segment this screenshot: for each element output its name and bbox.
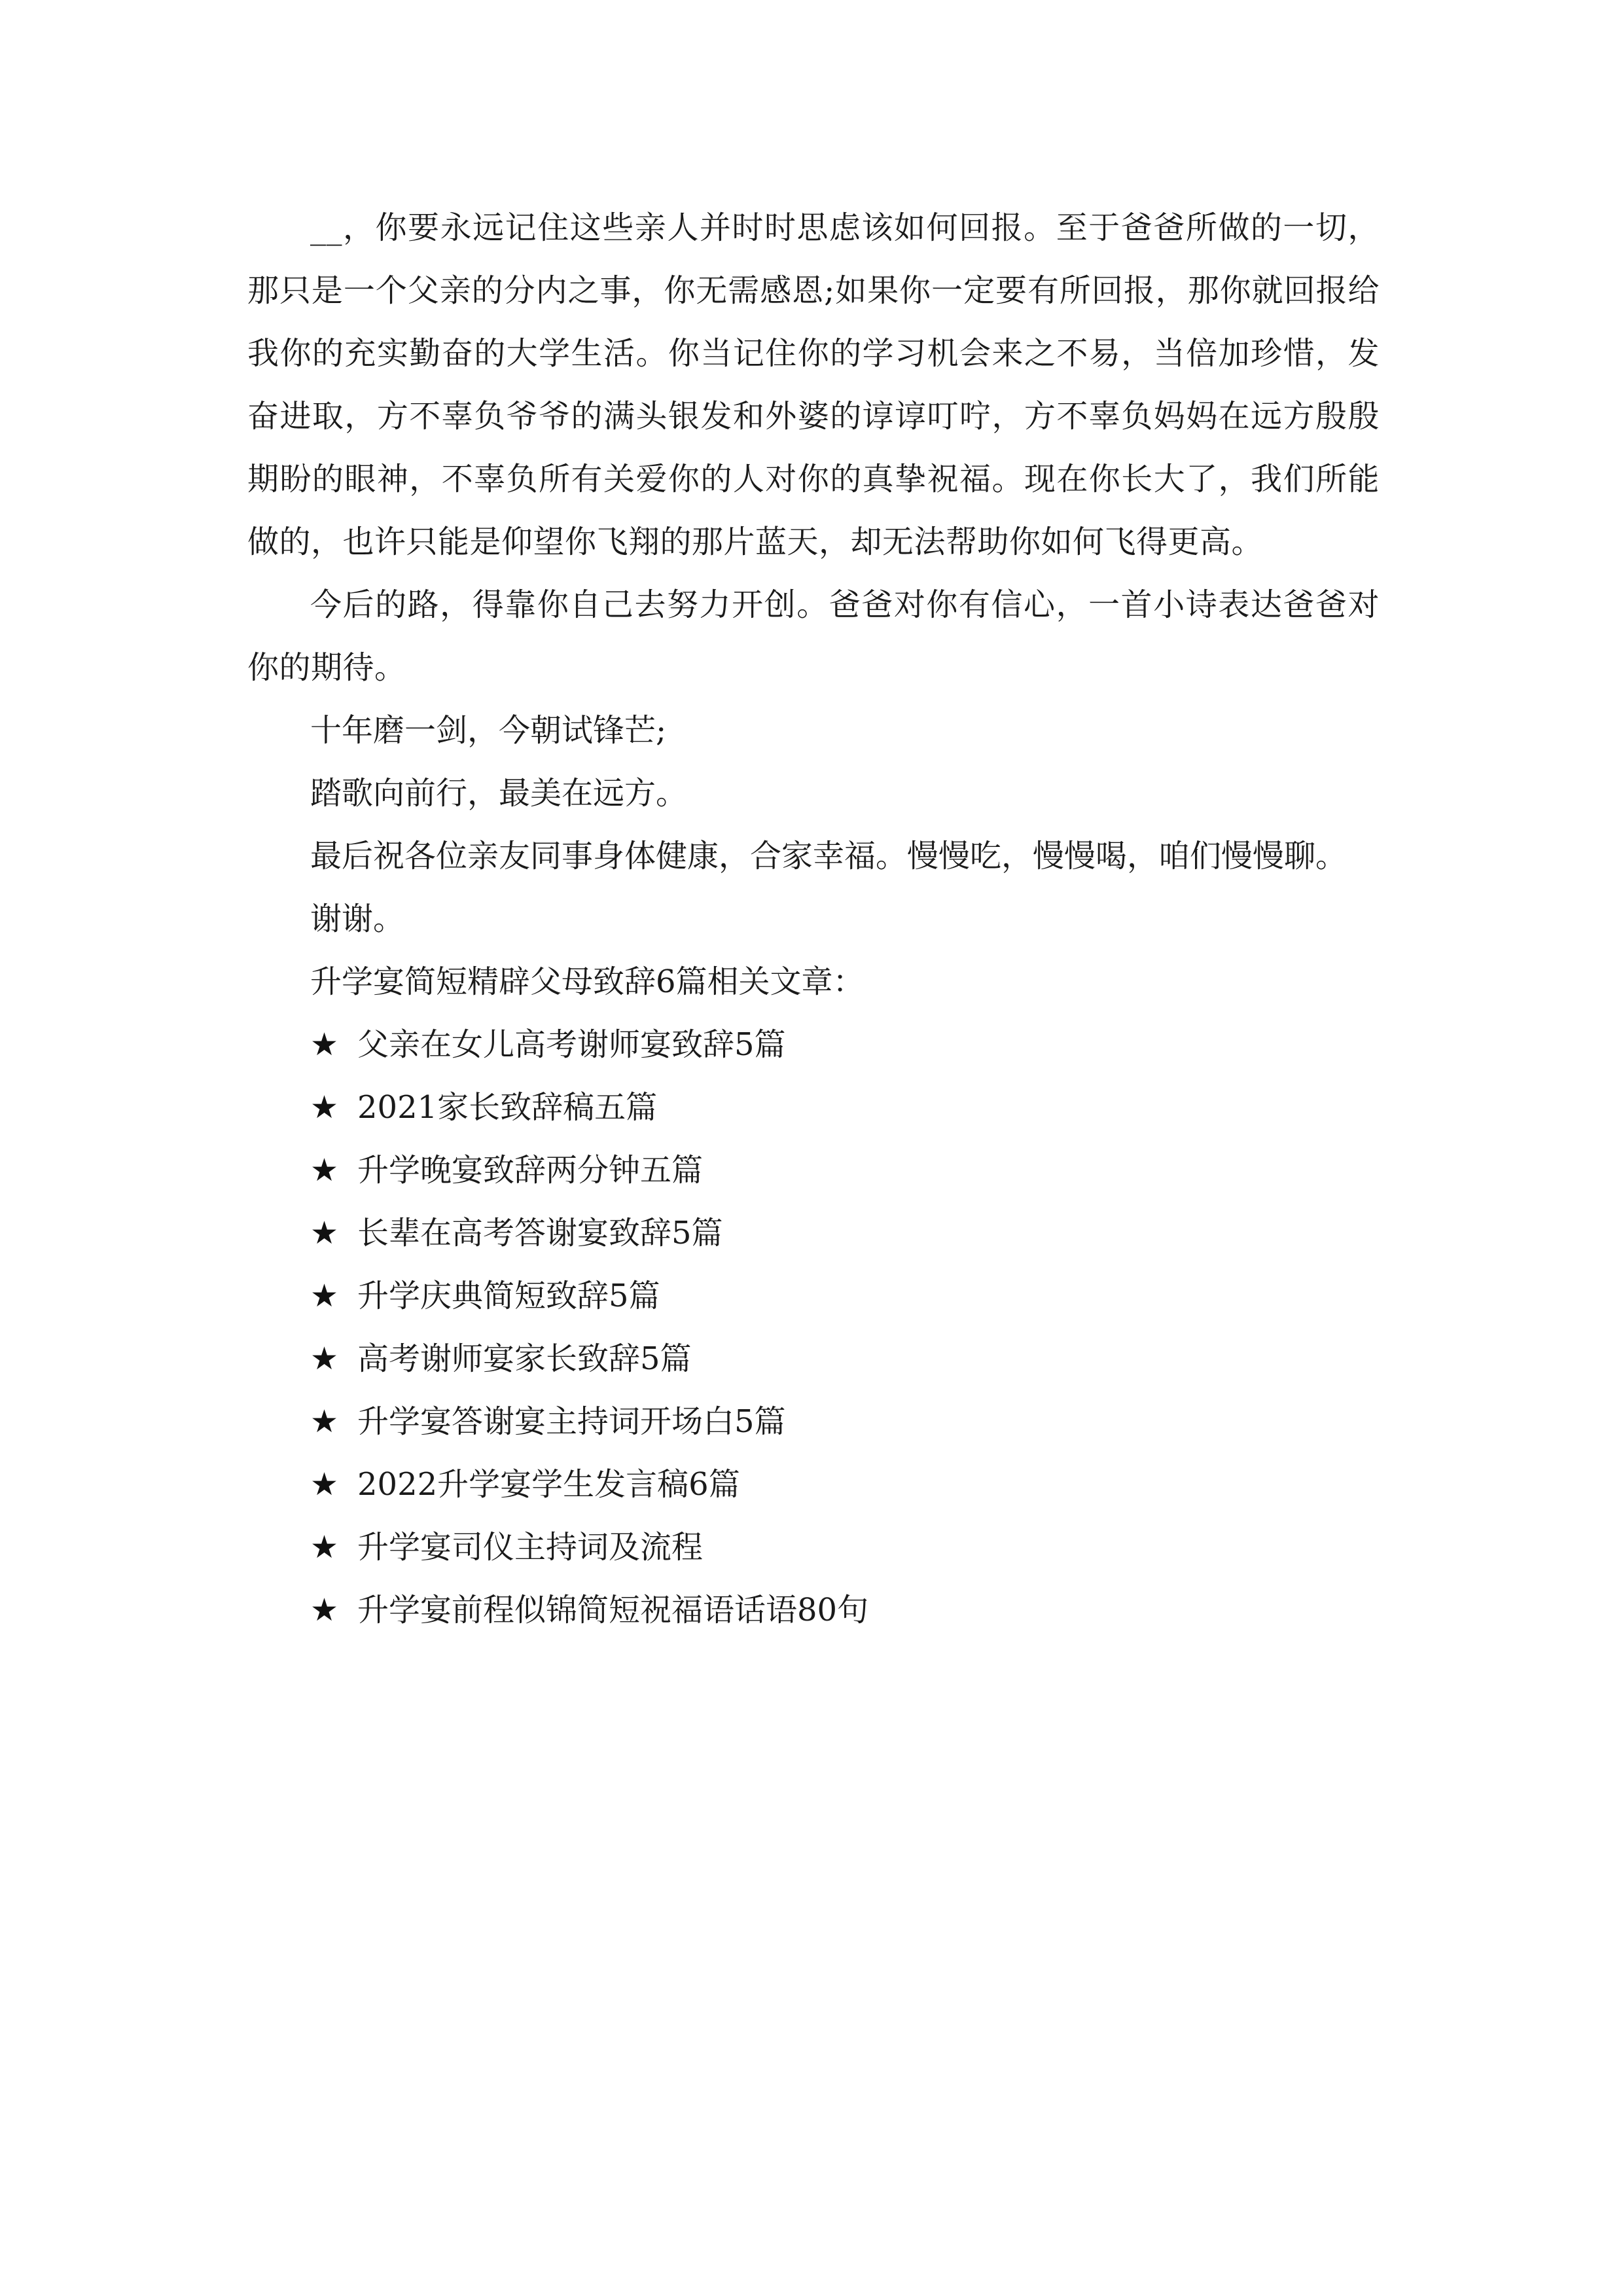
related-article-item[interactable] bbox=[247, 1453, 1380, 1516]
star-icon: ★ bbox=[310, 1089, 339, 1126]
star-icon: ★ bbox=[310, 1152, 339, 1189]
star-icon: ★ bbox=[310, 1278, 339, 1314]
document-page bbox=[247, 196, 1380, 1641]
related-article-link[interactable]: 2021家长致辞稿五篇 bbox=[357, 1089, 658, 1126]
poem-line: 踏歌向前行，最美在远方。 bbox=[310, 775, 688, 812]
related-article-item[interactable] bbox=[247, 1516, 1380, 1579]
related-article-item[interactable] bbox=[247, 1390, 1380, 1453]
star-icon: ★ bbox=[310, 1340, 339, 1377]
star-icon: ★ bbox=[310, 1466, 339, 1503]
related-article-link[interactable]: 升学晚宴致辞两分钟五篇 bbox=[357, 1152, 704, 1189]
related-article-link[interactable]: 高考谢师宴家长致辞5篇 bbox=[357, 1340, 692, 1377]
star-icon: ★ bbox=[310, 1592, 339, 1628]
star-icon: ★ bbox=[310, 1215, 339, 1251]
related-article-link[interactable]: 升学宴司仪主持词及流程 bbox=[357, 1529, 704, 1566]
related-article-item[interactable] bbox=[247, 1076, 1380, 1139]
related-article-item[interactable] bbox=[247, 1139, 1380, 1202]
star-icon: ★ bbox=[310, 1026, 339, 1063]
star-icon: ★ bbox=[310, 1403, 339, 1440]
related-article-link[interactable]: 升学庆典简短致辞5篇 bbox=[357, 1278, 660, 1314]
related-article-link[interactable]: 2022升学宴学生发言稿6篇 bbox=[357, 1466, 740, 1503]
thanks-line: 谢谢。 bbox=[310, 901, 405, 937]
poem-line: 十年磨一剑，今朝试锋芒; bbox=[310, 712, 667, 749]
related-articles-list bbox=[247, 1013, 1380, 1641]
body-paragraph: 今后的路，得靠你自己去努力开创。爸爸对你有信心，一首小诗表达爸爸对你的期待。 bbox=[247, 586, 1380, 686]
star-icon: ★ bbox=[310, 1529, 339, 1566]
related-article-link[interactable]: 长辈在高考答谢宴致辞5篇 bbox=[357, 1215, 723, 1251]
related-article-item[interactable] bbox=[247, 1579, 1380, 1641]
related-articles-heading: 升学宴简短精辟父母致辞6篇相关文章： bbox=[310, 963, 865, 1000]
related-article-link[interactable]: 升学宴前程似锦简短祝福语话语80句 bbox=[357, 1592, 869, 1628]
related-article-link[interactable]: 父亲在女儿高考谢师宴致辞5篇 bbox=[357, 1026, 786, 1063]
related-article-item[interactable] bbox=[247, 1202, 1380, 1265]
body-paragraph: __，你要永远记住这些亲人并时时思虑该如何回报。至于爸爸所做的一切，那只是一个父亲的分内之事，你无需感恩;如果你一定要有所回报，那你就回报给我你的充实勤奋的大学生活。你当记住你的学习机会来之不易，当倍加珍惜，发奋进取，方不辜负爷爷的满头银发和外婆的谆谆叮咛，方不辜负妈妈在远方殷殷期盼的眼神，不辜负所有关爱你的人对你的真挚祝福。现在你长大了，我们所能做的，也许只能是仰望你飞翔的那片蓝天，却无法帮助你如何飞得更高。 bbox=[247, 209, 1380, 560]
related-article-item[interactable] bbox=[247, 1327, 1380, 1390]
related-article-item[interactable] bbox=[247, 1265, 1380, 1327]
related-article-item[interactable] bbox=[247, 1013, 1380, 1076]
related-article-link[interactable]: 升学宴答谢宴主持词开场白5篇 bbox=[357, 1403, 786, 1440]
closing-line: 最后祝各位亲友同事身体健康，合家幸福。慢慢吃，慢慢喝，咱们慢慢聊。 bbox=[310, 838, 1347, 874]
